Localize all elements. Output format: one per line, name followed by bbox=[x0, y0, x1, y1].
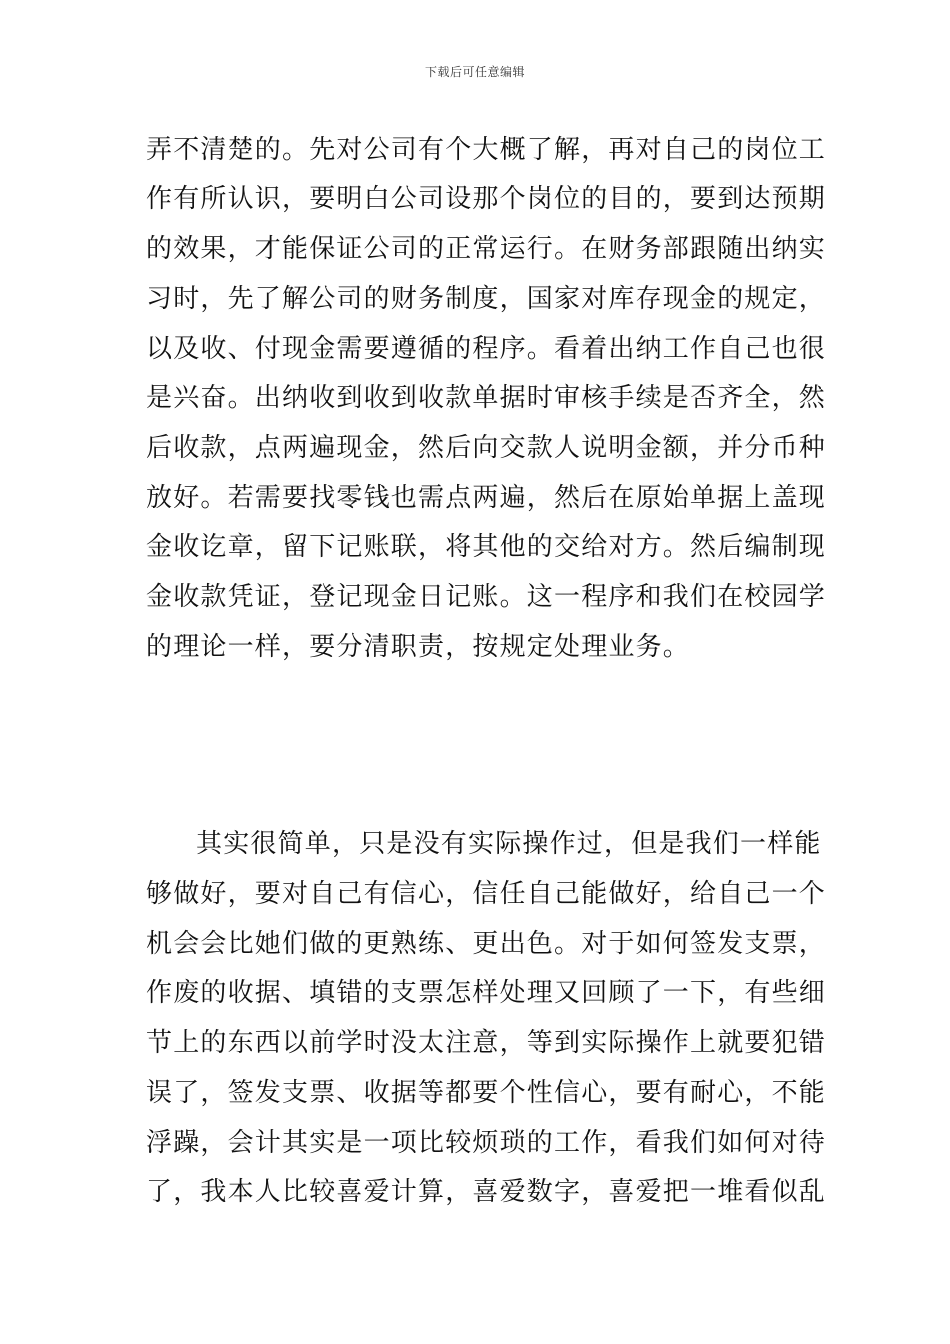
paragraph-line: 以及收、付现金需要遵循的程序。看着出纳工作自己也很 bbox=[146, 334, 827, 364]
paragraph-line: 误了，签发支票、收据等都要个性信心，要有耐心，不能 bbox=[146, 1078, 827, 1108]
paragraph-line: 其实很简单，只是没有实际操作过，但是我们一样能 bbox=[196, 829, 822, 859]
paragraph-line: 作废的收据、填错的支票怎样处理又回顾了一下，有些细 bbox=[146, 978, 827, 1008]
paragraph-line: 弄不清楚的。先对公司有个大概了解，再对自己的岗位工 bbox=[146, 135, 827, 165]
paragraph-line: 机会会比她们做的更熟练、更出色。对于如何签发支票， bbox=[146, 929, 827, 959]
paragraph-line: 放好。若需要找零钱也需点两遍，然后在原始单据上盖现 bbox=[146, 483, 827, 513]
paragraph-line: 了，我本人比较喜爱计算，喜爱数字，喜爱把一堆看似乱 bbox=[146, 1177, 827, 1207]
paragraph-line: 后收款，点两遍现金，然后向交款人说明金额，并分币种 bbox=[146, 433, 827, 463]
paragraph-line: 是兴奋。出纳收到收到收款单据时审核手续是否齐全，然 bbox=[146, 383, 827, 413]
page-header-note: 下载后可任意编辑 bbox=[424, 65, 525, 79]
paragraph-line: 的理论一样，要分清职责，按规定处理业务。 bbox=[146, 632, 691, 662]
paragraph-line: 金收讫章，留下记账联，将其他的交给对方。然后编制现 bbox=[146, 532, 827, 562]
paragraph-line: 作有所认识，要明白公司设那个岗位的目的，要到达预期 bbox=[146, 184, 827, 214]
paragraph-line: 习时，先了解公司的财务制度，国家对库存现金的规定， bbox=[146, 284, 827, 314]
paragraph-line: 浮躁，会计其实是一项比较烦琐的工作，看我们如何对待 bbox=[146, 1128, 827, 1158]
paragraph-line: 金收款凭证，登记现金日记账。这一程序和我们在校园学 bbox=[146, 582, 827, 612]
paragraph-line: 的效果，才能保证公司的正常运行。在财务部跟随出纳实 bbox=[146, 234, 827, 264]
paragraph-line: 节上的东西以前学时没太注意，等到实际操作上就要犯错 bbox=[146, 1028, 827, 1058]
paragraph-line: 够做好，要对自己有信心，信任自己能做好，给自己一个 bbox=[146, 879, 827, 909]
